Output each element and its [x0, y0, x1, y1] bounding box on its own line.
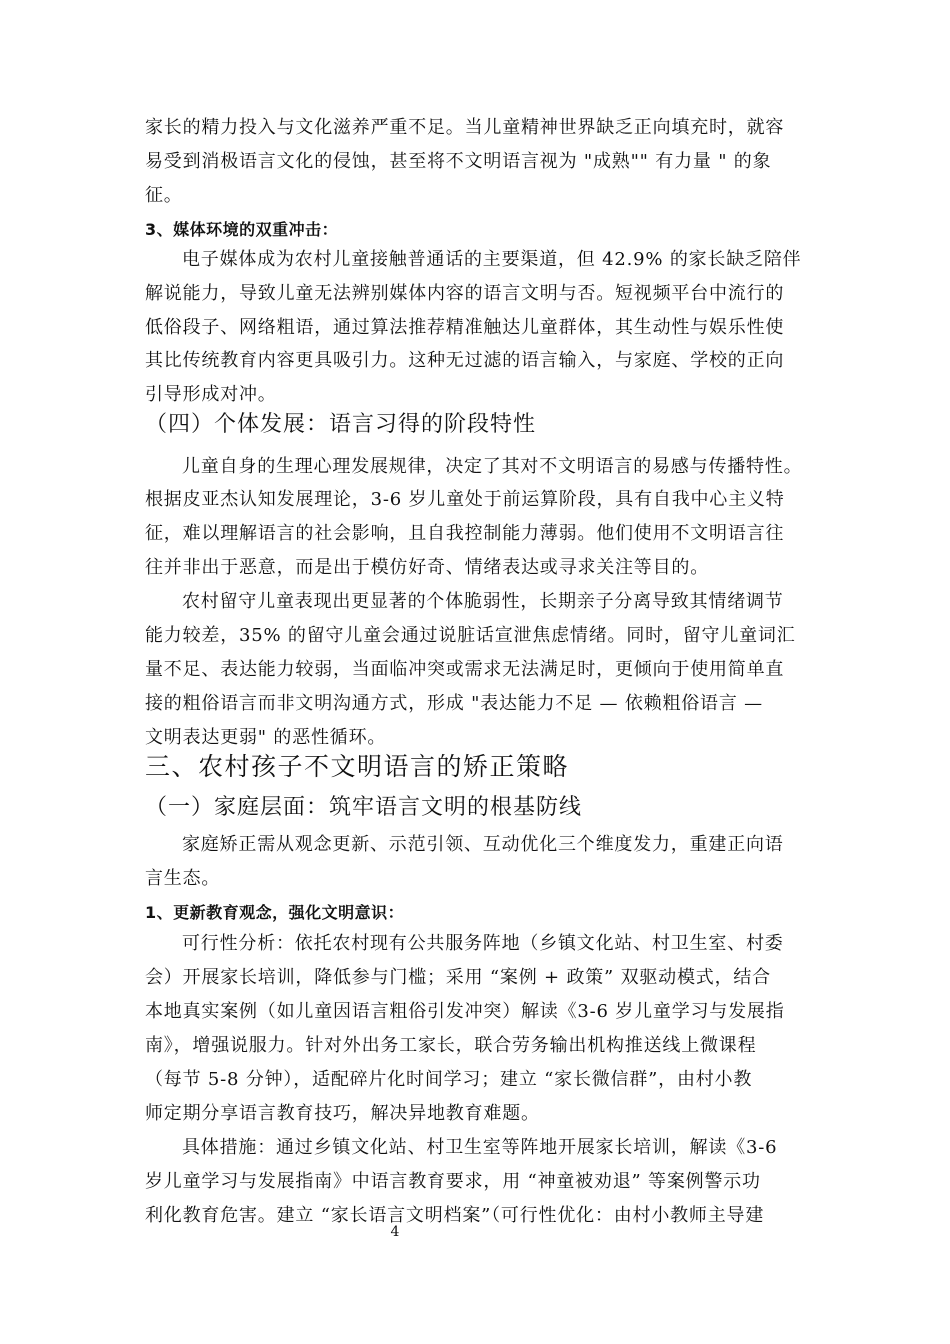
- paragraph-line: 可行性分析：依托农村现有公共服务阵地（乡镇文化站、村卫生室、村委: [182, 933, 784, 954]
- section-heading: （一）家庭层面：筑牢语言文明的根基防线: [145, 795, 583, 820]
- paragraph-line: 低俗段子、网络粗语，通过算法推荐精准触达儿童群体，其生动性与娱乐性使: [145, 317, 785, 338]
- paragraph-line: 家庭矫正需从观念更新、示范引领、互动优化三个维度发力，重建正向语: [182, 834, 784, 855]
- paragraph-line: 往并非出于恶意，而是出于模仿好奇、情绪表达或寻求关注等目的。: [145, 557, 709, 578]
- paragraph-line: 引导形成对冲。: [145, 384, 277, 405]
- paragraph-line: 岁儿童学习与发展指南》中语言教育要求，用 “神童被劝退” 等案例警示功: [145, 1171, 761, 1192]
- paragraph-line: 农村留守儿童表现出更显著的个体脆弱性，长期亲子分离导致其情绪调节: [182, 591, 784, 612]
- section-heading: （四）个体发展：语言习得的阶段特性: [145, 412, 537, 437]
- paragraph-line: 解说能力，导致儿童无法辨别媒体内容的语言文明与否。短视频平台中流行的: [145, 283, 785, 304]
- paragraph-line: 本地真实案例（如儿童因语言粗俗引发冲突）解读《3-6 岁儿童学习与发展指: [145, 1001, 785, 1022]
- chapter-heading: 三、农村孩子不文明语言的矫正策略: [145, 752, 570, 781]
- paragraph-line: 能力较差，35% 的留守儿童会通过说脏话宣泄焦虑情绪。同时，留守儿童词汇: [145, 625, 796, 646]
- subsection-heading: 1、更新教育观念，强化文明意识：: [145, 903, 405, 922]
- paragraph-line: 儿童自身的生理心理发展规律，决定了其对不文明语言的易感与传播特性。: [182, 456, 803, 477]
- paragraph-line: 根据皮亚杰认知发展理论，3-6 岁儿童处于前运算阶段，具有自我中心主义特: [145, 489, 785, 510]
- paragraph-line: 言生态。: [145, 868, 221, 889]
- paragraph-line: 征。: [145, 185, 183, 206]
- paragraph-line: 征，难以理解语言的社会影响，且自我控制能力薄弱。他们使用不文明语言往: [145, 523, 785, 544]
- paragraph-line: 其比传统教育内容更具吸引力。这种无过滤的语言输入，与家庭、学校的正向: [145, 350, 785, 371]
- paragraph-line: 利化教育危害。建立 “家长语言文明档案”（可行性优化：由村小教师主导建: [145, 1205, 765, 1226]
- paragraph-line: 会）开展家长培训，降低参与门槛；采用 “案例 + 政策” 双驱动模式，结合: [145, 967, 771, 988]
- subsection-heading: 3、媒体环境的双重冲击：: [145, 220, 339, 239]
- paragraph-line: 文明表达更弱" 的恶性循环。: [145, 727, 387, 748]
- page-number: 4: [390, 1224, 400, 1240]
- paragraph-line: 南》，增强说服力。针对外出务工家长，联合劳务输出机构推送线上微课程: [145, 1035, 757, 1056]
- paragraph-line: 电子媒体成为农村儿童接触普通话的主要渠道，但 42.9% 的家长缺乏陪伴: [182, 249, 802, 270]
- paragraph-line: 量不足、表达能力较弱，当面临冲突或需求无法满足时，更倾向于使用简单直: [145, 659, 785, 680]
- paragraph-line: 具体措施：通过乡镇文化站、村卫生室等阵地开展家长培训，解读《3-6: [182, 1137, 778, 1158]
- paragraph-line: 家长的精力投入与文化滋养严重不足。当儿童精神世界缺乏正向填充时，就容: [145, 117, 785, 138]
- paragraph-line: 易受到消极语言文化的侵蚀，甚至将不文明语言视为 "成熟"" 有力量 " 的象: [145, 151, 772, 172]
- paragraph-line: 师定期分享语言教育技巧，解决异地教育难题。: [145, 1103, 540, 1124]
- paragraph-line: （每节 5-8 分钟），适配碎片化时间学习；建立 “家长微信群”，由村小教: [145, 1069, 753, 1090]
- paragraph-line: 接的粗俗语言而非文明沟通方式，形成 "表达能力不足 — 依赖粗俗语言 —: [145, 693, 763, 714]
